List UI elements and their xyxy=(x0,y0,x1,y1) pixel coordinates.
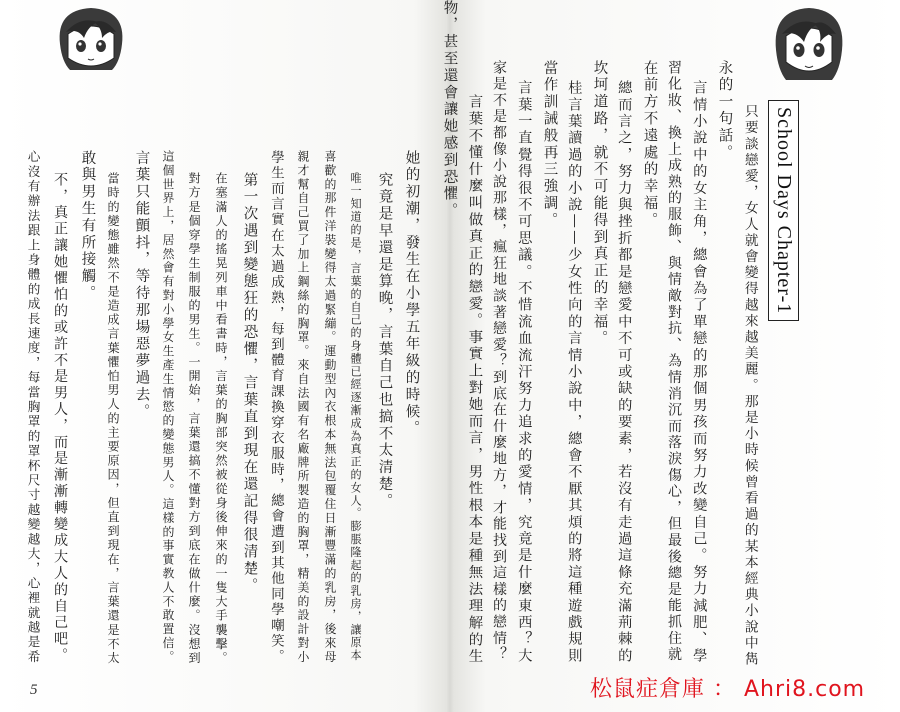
text-column: 心沒有辦法跟上身體的成長速度，每當胸罩的罩杯尺寸越變越大，心裡就越是希 xyxy=(25,150,41,665)
text-column: 親才幫自己買了加上鋼絲的胸罩。來自法國有名廠牌所製造的胸罩，精美的設計對小 xyxy=(295,150,310,665)
text-column: 只要談戀愛，女人就會變得越來越美麗。那是小時候曾看過的某本經典小說中雋 xyxy=(741,104,758,668)
text-column: 當作訓誡般再三強調。 xyxy=(541,60,558,229)
text-column: 不，真正讓她懼怕的或許不是男人，而是漸漸轉變成大人的自己吧。 xyxy=(52,172,69,664)
text-column: 學生而言實在太過成熟，每到體育課換穿衣服時，總會遭到其他同學嘲笑。 xyxy=(268,150,284,665)
text-column: 對方是個穿學生制服的男生。一開始，言葉還搞不懂對方到底在做什麼。沒想到 xyxy=(187,172,202,666)
text-column: 喜歡的那件洋裝變得太過緊繃。運動型內衣根本無法包覆住日漸豐滿的乳房，後來母 xyxy=(322,150,337,665)
text-column: 家是不是都像小說那樣，瘋狂地談著戀愛？到底在什麼地方，才能找到這樣的戀情？ xyxy=(491,60,507,664)
text-column: 第一次遇到變態狂的恐懼，言葉直到現在還記得很清楚。 xyxy=(241,172,258,595)
text-column: 言葉不懂什麼叫做真正的戀愛。事實上對她而言，男性根本是種無法理解的生 xyxy=(466,94,483,666)
text-column: 唯一知道的是，言葉的自己的身體已經逐漸成為真正的女人。膨脹隆起的乳房，讓原本 xyxy=(349,172,363,663)
text-column: 敢與男生有所接觸。 xyxy=(79,150,96,303)
site-watermark: 松鼠症倉庫 ： Ahri8.com xyxy=(590,677,866,702)
text-column: 言葉一直覺得很不可思議。不惜流血流汗努力追求的愛情，究竟是什麼東西？大 xyxy=(516,80,533,665)
page-number: 5 xyxy=(30,682,38,698)
text-column: 言情小說中的女主角，總會為了單戀的那個男孩而努力改變自己。努力減肥、學 xyxy=(691,80,708,665)
text-column: 習化妝、換上成熟的服飾、與情敵對抗、為情消沉而落淚傷心，但最後總是能抓住就 xyxy=(666,60,682,664)
girl-portrait-icon xyxy=(768,4,850,86)
text-column: 坎坷道路，就不可能得到真正的幸福。 xyxy=(591,60,608,348)
text-column: 在塞滿人的搖晃列車中看書時，言葉的胸部突然被從身後伸來的一隻大手襲擊。 xyxy=(214,172,229,666)
text-column: 永的一句話。 xyxy=(716,60,733,162)
text-column: 這個世界上，居然會有對小學女生產生情慾的變態男人。這樣的事實教人不敢置信。 xyxy=(160,150,175,665)
text-column: 當時的變態雖然不是造成言葉懼怕男人的主要原因，但直到現在，言葉還是不太 xyxy=(106,172,121,666)
text-column: 究竟是早還是算晚，言葉自己也搞不太清楚。 xyxy=(376,172,393,510)
text-column: 總而言之，努力與挫折都是戀愛中不可或缺的要素，若沒有走過這條充滿荊棘的 xyxy=(616,80,633,665)
chapter-title: School Days Chapter-1 xyxy=(768,100,799,321)
text-column: 言葉只能顫抖，等待那場惡夢過去。 xyxy=(133,150,150,421)
text-column: 她的初潮，發生在小學五年級的時候。 xyxy=(403,150,420,438)
text-column: 在前方不遠處的幸福。 xyxy=(641,60,658,229)
text-column: 物，甚至還會讓她感到恐懼。 xyxy=(441,0,458,220)
girl-portrait-icon xyxy=(50,4,132,76)
text-column: 桂言葉讀過的小說——少女性向的言情小說中，總會不厭其煩的將這種遊戲規則 xyxy=(566,80,583,665)
